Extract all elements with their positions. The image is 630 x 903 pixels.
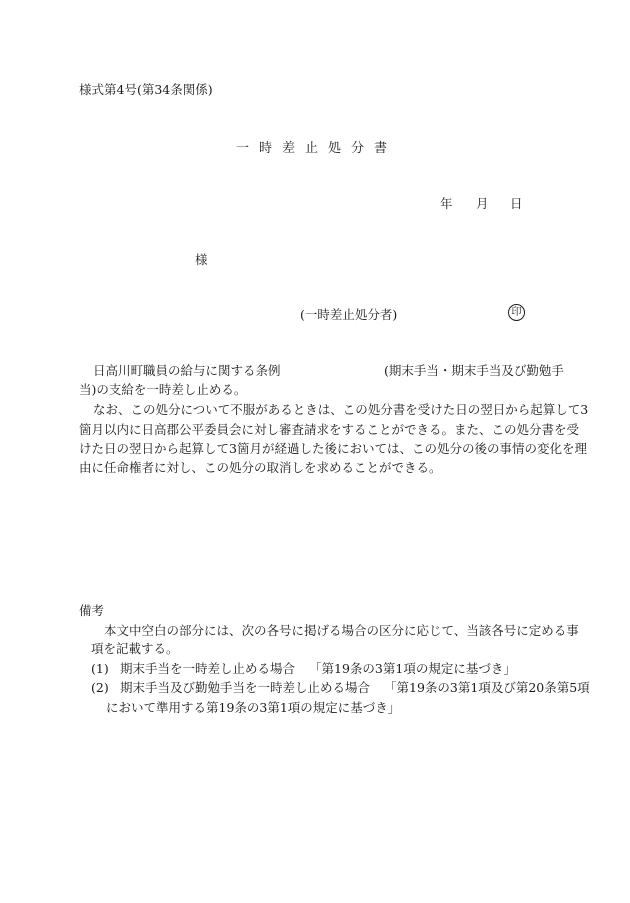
- remarks-line-1: 本文中空白の部分には、次の各号に掲げる場合の区分に応じて、当該各号に定める事: [104, 623, 579, 638]
- remarks-item-1-number: (1): [91, 661, 109, 676]
- date-day-label: 日: [510, 196, 523, 211]
- date-year-label: 年: [440, 196, 453, 211]
- remarks-item-1-text: 「第19条の3第1項の規定に基づき」: [309, 661, 516, 676]
- body-line-6: 由に任命権者に対し、この処分の取消しを求めることができる。: [79, 460, 442, 475]
- body-line-1-start: 日高川町職員の給与に関する条例: [93, 363, 281, 378]
- remarks-title: 備考: [79, 603, 105, 618]
- remarks-item-2: [91, 678, 590, 696]
- remarks-item-2-continuation: において準用する第19条の3第1項の規定に基づき」: [106, 700, 401, 715]
- body-line-4: 箇月以内に日高郡公平委員会に対し審査請求をすることができる。また、この処分書を受: [79, 422, 580, 437]
- remarks-line-2: 項を記載する。: [91, 641, 179, 656]
- document-title: 一時差止処分書: [236, 141, 398, 156]
- remarks-item-2-number: (2): [91, 680, 109, 695]
- remarks-item-1: [91, 659, 516, 677]
- form-number-label: 様式第4号(第34条関係): [79, 82, 213, 97]
- body-line-2: 当)の支給を一時差し止める。: [79, 382, 247, 397]
- addressee-suffix: 様: [195, 252, 208, 267]
- remarks-item-1-case: 期末手当を一時差し止める場合: [120, 661, 296, 676]
- seal-mark: 印: [508, 304, 525, 321]
- remarks-item-2-case: 期末手当及び勤勉手当を一時差し止める場合: [120, 680, 371, 695]
- date-month-label: 月: [476, 196, 489, 211]
- body-line-3: なお、この処分について不服があるときは、この処分書を受けた日の翌日から起算して3: [93, 402, 589, 417]
- issuer-label: (一時差止処分者): [300, 307, 398, 322]
- body-line-5: けた日の翌日から起算して3箇月が経過した後においては、この処分の後の事情の変化を理: [79, 441, 587, 456]
- body-line-1-end: (期末手当・期末手当及び勤勉手: [384, 363, 564, 378]
- remarks-item-2-text: 「第19条の3第1項及び第20条第5項: [384, 680, 590, 695]
